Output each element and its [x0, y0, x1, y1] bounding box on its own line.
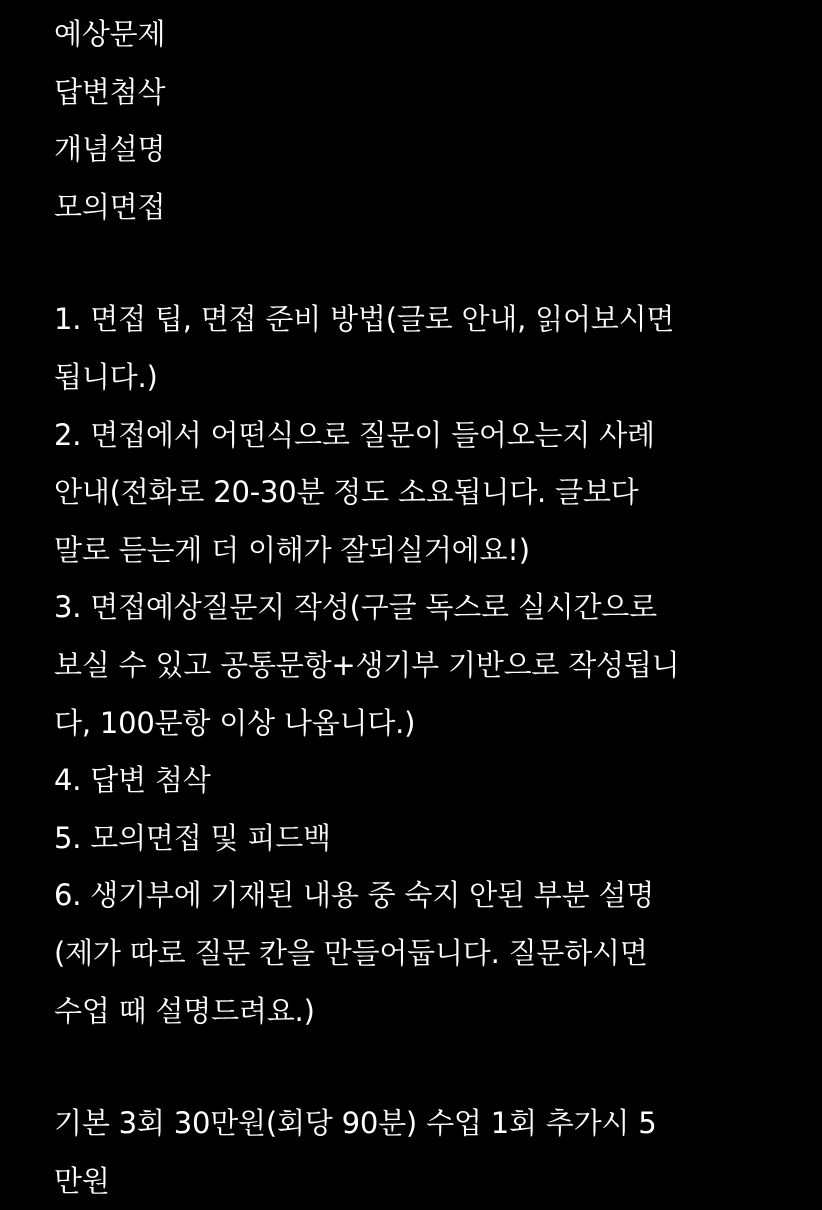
service-item-1 [54, 291, 794, 406]
service-item-4 [54, 752, 794, 810]
service-item-list [54, 291, 794, 1040]
category-answer-correction: 답변첨삭 [54, 74, 166, 109]
paragraph-gap [54, 236, 794, 291]
category-mock-interview: 모의면접 [54, 189, 166, 224]
service-item-line: 안내(전화로 20-30분 정도 소요됩니다. 글보다 [54, 475, 639, 510]
service-item-6 [54, 867, 794, 1040]
category-list [54, 6, 794, 236]
service-item-line: 1. 면접 팁, 면접 준비 방법(글로 안내, 읽어보시면 [54, 302, 675, 337]
service-item-2 [54, 407, 794, 580]
category-expected-questions: 예상문제 [54, 17, 166, 51]
service-item-line: 6. 생기부에 기재된 내용 중 숙지 안된 부분 설명 [54, 878, 655, 913]
service-item-line: 말로 듣는게 더 이해가 잘되실거에요!) [54, 532, 530, 567]
service-item-line: 보실 수 있고 공통문항+생기부 기반으로 작성됩니 [54, 647, 680, 682]
service-item-line: 수업 때 설명드려요.) [54, 993, 315, 1028]
price-line: 만원 [54, 1163, 110, 1198]
service-item-5 [54, 810, 794, 868]
price-line: 기본 3회 30만원(회당 90분) 수업 1회 추가시 5 [54, 1106, 657, 1141]
paragraph-gap [54, 1040, 794, 1095]
post-content [54, 6, 794, 1210]
service-item-line: 5. 모의면접 및 피드백 [54, 820, 331, 855]
service-item-line: 다, 100문항 이상 나옵니다.) [54, 705, 416, 740]
category-concept-explanation: 개념설명 [54, 132, 166, 167]
service-item-line: (제가 따로 질문 칸을 만들어둡니다. 질문하시면 [54, 935, 648, 970]
service-item-line: 2. 면접에서 어떤식으로 질문이 들어오는지 사례 [54, 417, 655, 452]
service-item-3 [54, 579, 794, 752]
service-item-line: 됩니다.) [54, 359, 158, 394]
service-item-line: 3. 면접예상질문지 작성(구글 독스로 실시간으로 [54, 590, 657, 625]
service-item-line: 4. 답변 첨삭 [54, 763, 211, 798]
price-info [54, 1095, 794, 1210]
